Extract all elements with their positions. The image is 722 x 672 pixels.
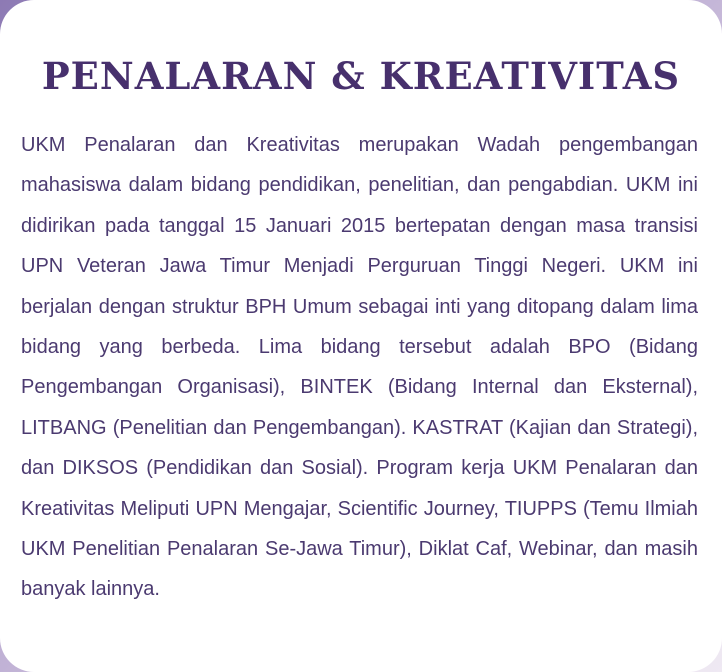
page-title: PENALARAN & KREATIVITAS <box>41 54 681 98</box>
description-paragraph: UKM Penalaran dan Kreativitas merupakan Wadah pengembangan mahasiswa dalam bidang pendidikan, penelitian, dan pengabdian. UKM ini didirikan pada tanggal 15 Januari 2015 bertepatan dengan masa transisi UPN Veteran Jawa Timur Menjadi Perguruan Tinggi Negeri. UKM ini berjalan dengan struktur BPH Umum sebagai inti yang ditopang dalam lima bidang yang berbeda. Lima bidang tersebut adalah BPO (Bidang Pengembangan Organisasi), BINTEK (Bidang Internal dan Eksternal), LITBANG (Penelitian dan Pengembangan). KASTRAT (Kajian dan Strategi), dan DIKSOS (Pendidikan dan Sosial). Program kerja UKM Penalaran dan Kreativitas Meliputi UPN Mengajar, Scientific Journey, TIUPPS (Temu Ilmiah UKM Penelitian Penalaran Se-Jawa Timur), Diklat Caf, Webinar, dan masih banyak lainnya. <box>21 134 698 601</box>
